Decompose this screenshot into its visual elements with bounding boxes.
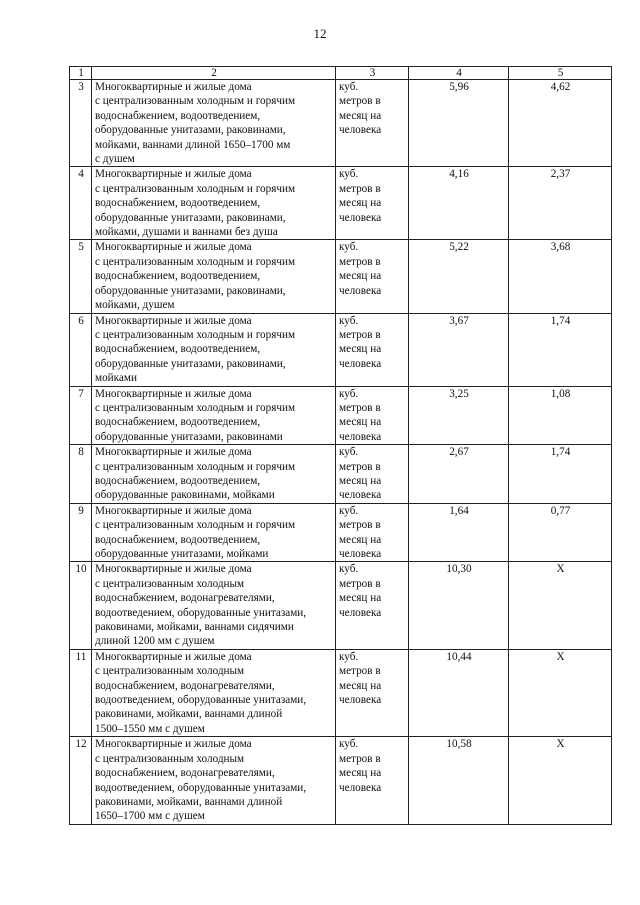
table-row [70,649,612,736]
row-value-col4: 10,44 [409,649,509,736]
row-unit: куб. метров в месяц на человека [336,386,409,445]
row-value-col5: 1,74 [509,445,612,504]
row-value-col4: 10,30 [409,562,509,649]
row-value-col5: Х [509,737,612,824]
page-number: 12 [313,26,327,41]
row-value-col5: 3,68 [509,240,612,313]
column-header: 5 [509,67,612,80]
row-description: Многоквартирные и жилые дома с централизованным холодным и горячим водоснабжением, водоотведением, оборудованные раковинами, мойками [92,445,336,504]
row-number: 6 [70,313,92,386]
row-value-col4: 5,22 [409,240,509,313]
row-value-col5: 1,74 [509,313,612,386]
row-unit: куб. метров в месяц на человека [336,240,409,313]
header-row [70,67,612,80]
row-number: 8 [70,445,92,504]
table-row [70,313,612,386]
table-row [70,562,612,649]
table-row [70,80,612,167]
row-value-col5: 2,37 [509,167,612,240]
row-description: Многоквартирные и жилые дома с централизованным холодным и горячим водоснабжением, водоотведением, оборудованные унитазами, раковинами, мойками, душами и ваннами без душа [92,167,336,240]
row-number: 9 [70,503,92,562]
row-value-col5: Х [509,649,612,736]
row-description: Многоквартирные и жилые дома с централизованным холодным водоснабжением, водонагревателями, водоотведением, оборудованные унитазами, раковинами, мойками, ваннами длиной 1500–1550 мм с душем [92,649,336,736]
row-unit: куб. метров в месяц на человека [336,445,409,504]
row-value-col4: 1,64 [409,503,509,562]
row-description: Многоквартирные и жилые дома с централизованным холодным и горячим водоснабжением, водоотведением, оборудованные унитазами, мойками [92,503,336,562]
row-description: Многоквартирные и жилые дома с централизованным холодным и горячим водоснабжением, водоотведением, оборудованные унитазами, раковинами, мойками, ваннами длиной 1650–1700 мм с душем [92,80,336,167]
row-number: 3 [70,80,92,167]
row-value-col4: 3,25 [409,386,509,445]
row-value-col4: 2,67 [409,445,509,504]
row-description: Многоквартирные и жилые дома с централизованным холодным и горячим водоснабжением, водоотведением, оборудованные унитазами, раковинами [92,386,336,445]
row-description: Многоквартирные и жилые дома с централизованным холодным и горячим водоснабжением, водоотведением, оборудованные унитазами, раковинами, мойками [92,313,336,386]
row-unit: куб. метров в месяц на человека [336,649,409,736]
table-row [70,503,612,562]
column-header: 4 [409,67,509,80]
row-number: 4 [70,167,92,240]
row-number: 12 [70,737,92,824]
row-number: 7 [70,386,92,445]
row-description: Многоквартирные и жилые дома с централизованным холодным водоснабжением, водонагревателями, водоотведением, оборудованные унитазами, раковинами, мойками, ваннами сидячими длиной 1200 мм с душем [92,562,336,649]
row-value-col4: 3,67 [409,313,509,386]
row-number: 5 [70,240,92,313]
table-row [70,445,612,504]
table-row [70,386,612,445]
column-header: 1 [70,67,92,80]
row-value-col5: 4,62 [509,80,612,167]
row-value-col4: 5,96 [409,80,509,167]
row-unit: куб. метров в месяц на человека [336,737,409,824]
row-value-col5: Х [509,562,612,649]
row-unit: куб. метров в месяц на человека [336,167,409,240]
row-description: Многоквартирные и жилые дома с централизованным холодным водоснабжением, водонагревателями, водоотведением, оборудованные унитазами, раковинами, мойками, ваннами длиной 1650–1700 мм с душем [92,737,336,824]
consumption-norms-table [69,66,612,825]
row-value-col5: 1,08 [509,386,612,445]
row-unit: куб. метров в месяц на человека [336,80,409,167]
row-unit: куб. метров в месяц на человека [336,562,409,649]
table-row [70,167,612,240]
row-value-col5: 0,77 [509,503,612,562]
row-unit: куб. метров в месяц на человека [336,313,409,386]
table-row [70,240,612,313]
row-value-col4: 4,16 [409,167,509,240]
column-header: 3 [336,67,409,80]
row-unit: куб. метров в месяц на человека [336,503,409,562]
row-number: 11 [70,649,92,736]
row-value-col4: 10,58 [409,737,509,824]
row-description: Многоквартирные и жилые дома с централизованным холодным и горячим водоснабжением, водоотведением, оборудованные унитазами, раковинами, мойками, душем [92,240,336,313]
column-header: 2 [92,67,336,80]
row-number: 10 [70,562,92,649]
table-row [70,737,612,824]
